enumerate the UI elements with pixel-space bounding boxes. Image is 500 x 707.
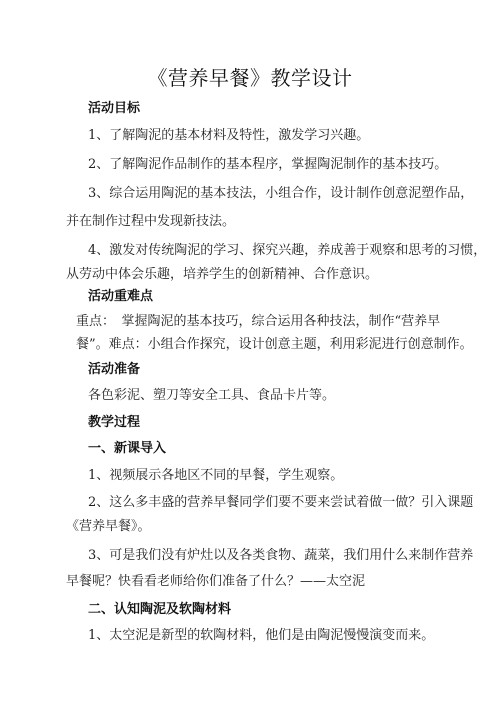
goal-3-line1: 3、综合运用陶泥的基本技法，小组合作，设计制作创意泥塑作品， bbox=[88, 186, 474, 201]
prep-heading: 活动准备 bbox=[88, 362, 141, 377]
goal-3-line2: 并在制作过程中发现新技法。 bbox=[66, 214, 236, 229]
part2-heading: 二、认知陶泥及软陶材料 bbox=[88, 602, 232, 617]
part1-item-3-line2: 早餐呢？快看看老师给你们准备了什么？——太空泥 bbox=[66, 574, 366, 589]
part1-heading: 一、新课导入 bbox=[88, 441, 167, 456]
goal-4-line1: 4、激发对传统陶泥的学习、探究兴趣，养成善于观察和思考的习惯， bbox=[88, 243, 487, 258]
key-line1: 重点： 掌握陶泥的基本技巧，综合运用各种技法，制作“营养早 bbox=[76, 314, 441, 329]
goals-heading: 活动目标 bbox=[88, 101, 141, 116]
goal-1: 1、了解陶泥的基本材料及特性，激发学习兴趣。 bbox=[88, 128, 370, 143]
key-heading: 活动重难点 bbox=[88, 289, 154, 304]
goal-2: 2、了解陶泥作品制作的基本程序，掌握陶泥制作的基本技巧。 bbox=[88, 157, 448, 172]
part1-item-3-line1: 3、可是我们没有炉灶以及各类食物、蔬菜，我们用什么来制作营养 bbox=[88, 548, 474, 563]
part1-item-2-line2: 《营养早餐》。 bbox=[66, 519, 151, 534]
part2-item-1: 1、太空泥是新型的软陶材料，他们是由陶泥慢慢演变而来。 bbox=[88, 628, 435, 643]
part1-item-1: 1、视频展示各地区不同的早餐，学生观察。 bbox=[88, 468, 344, 483]
part1-item-2-line1: 2、这么多丰盛的营养早餐同学们要不要来尝试着做一做？引入课题 bbox=[88, 495, 474, 510]
goal-4-line2: 从劳动中体会乐趣，培养学生的创新精神、合作意识。 bbox=[66, 267, 379, 282]
document-title: 《营养早餐》教学设计 bbox=[147, 66, 353, 90]
key-line2: 餐”。难点：小组合作探究，设计创意主题，利用彩泥进行创意制作。 bbox=[76, 337, 473, 352]
prep-text: 各色彩泥、塑刀等安全工具、食品卡片等。 bbox=[88, 388, 336, 403]
process-heading: 教学过程 bbox=[88, 415, 141, 430]
